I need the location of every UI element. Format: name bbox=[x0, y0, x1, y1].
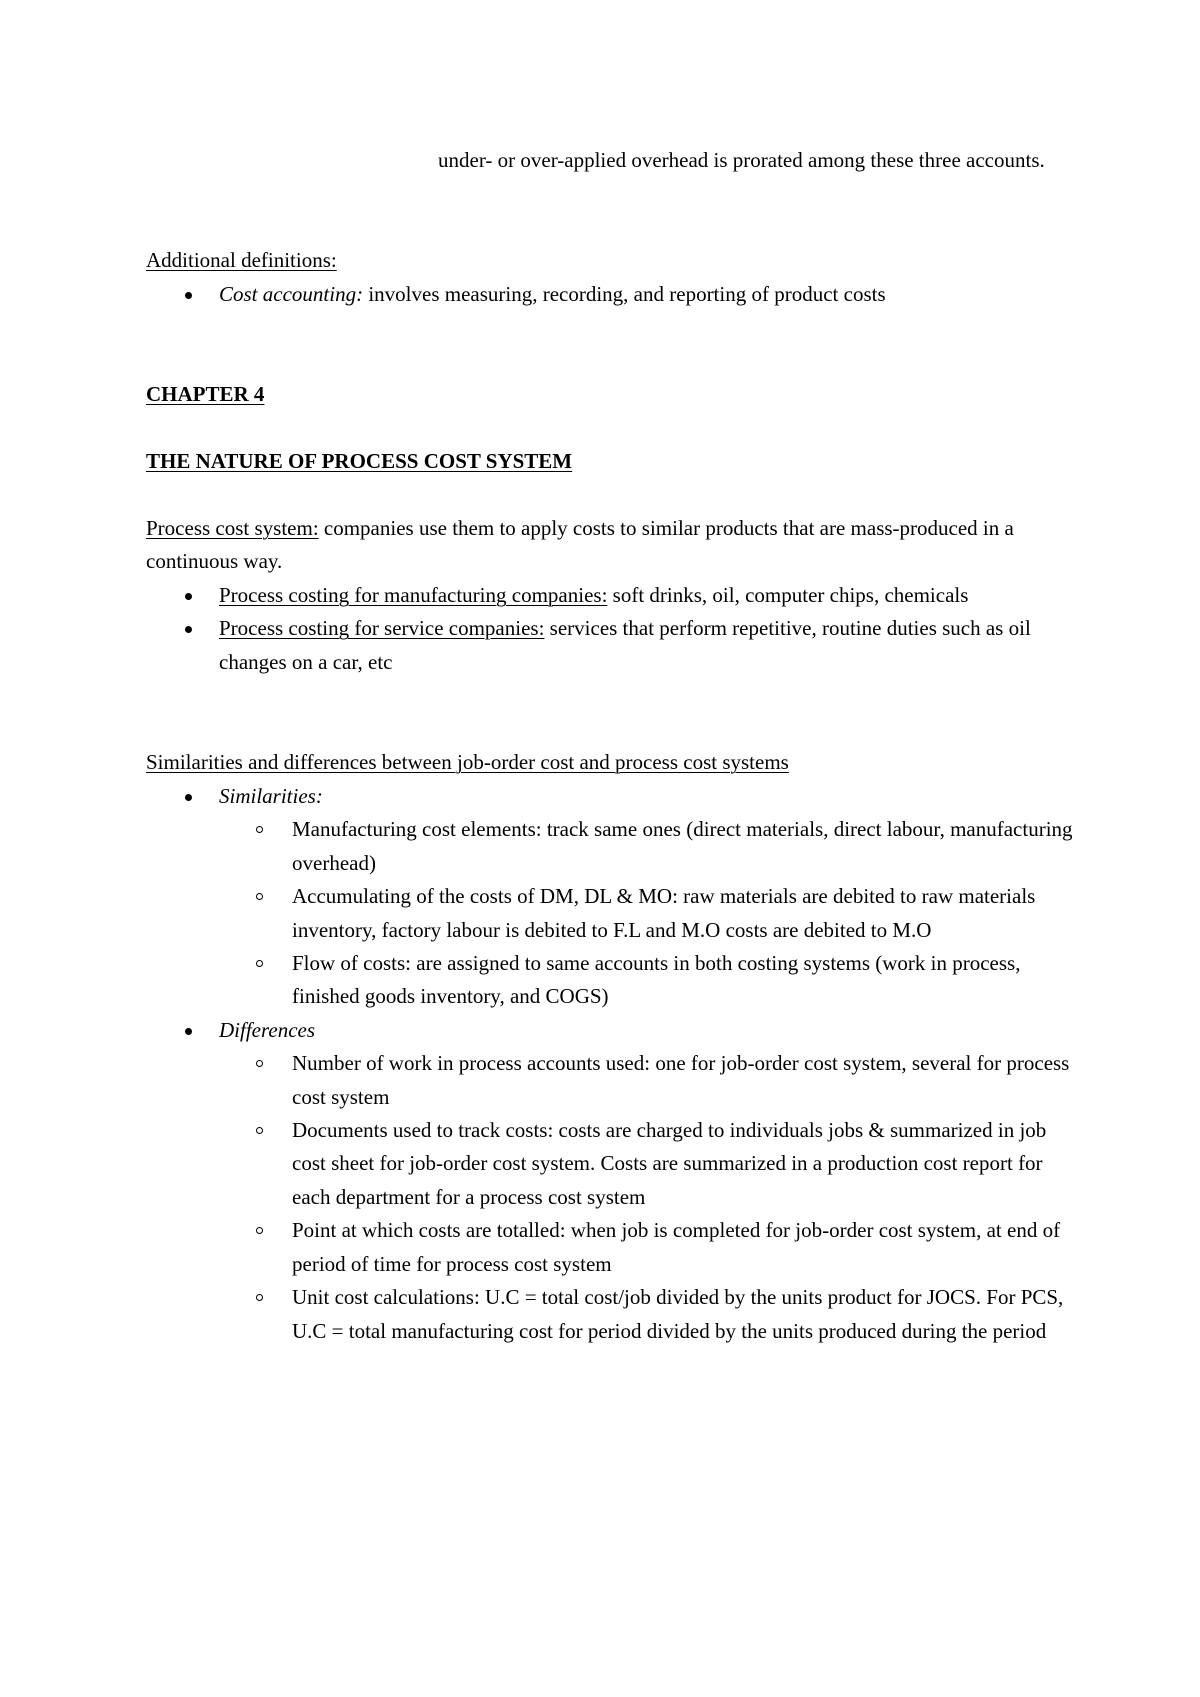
similarities-sublist bbox=[219, 813, 1081, 1013]
item-term: Process costing for service companies: bbox=[219, 616, 545, 641]
similarities-differences-heading: Similarities and differences between job-order cost and process cost systems bbox=[146, 750, 789, 774]
item-term: Process costing for manufacturing companies: bbox=[219, 583, 608, 607]
sublist-item: Documents used to track costs: costs are charged to individuals jobs & summarized in job cost sheet for job-order cost system. Costs are summarized in a production cost report for each department for a process cost system bbox=[219, 1114, 1081, 1214]
process-cost-definition bbox=[146, 512, 1096, 579]
group-label: Differences bbox=[219, 1017, 316, 1042]
definition-text: companies use them to apply costs to similar products that are mass-produced in a continuous way. bbox=[146, 516, 1014, 574]
group-differences bbox=[146, 1014, 1081, 1047]
definition-text: involves measuring, recording, and reporting of product costs bbox=[363, 282, 886, 306]
list-item bbox=[146, 278, 886, 311]
list-item bbox=[146, 612, 1076, 679]
group-label: Similarities: bbox=[219, 784, 323, 808]
sublist-item: Accumulating of the costs of DM, DL & MO: raw materials are debited to raw materials inventory, factory labour is debited to F.L and M.O costs are debited to M.O bbox=[219, 880, 1081, 947]
differences-sublist bbox=[219, 1047, 1081, 1348]
sublist-item: Number of work in process accounts used: one for job-order cost system, several for process cost system bbox=[219, 1047, 1081, 1114]
chapter-heading: CHAPTER 4 bbox=[146, 382, 265, 406]
sublist-item: Point at which costs are totalled: when job is completed for job-order cost system, at end of period of time for process cost system bbox=[219, 1214, 1081, 1281]
section-heading: THE NATURE OF PROCESS COST SYSTEM bbox=[146, 449, 573, 473]
sublist-item: Unit cost calculations: U.C = total cost/job divided by the units product for JOCS. For PCS, U.C = total manufacturing cost for period divided by the units produced during the period bbox=[219, 1281, 1081, 1348]
group-list bbox=[146, 780, 1081, 813]
definition-term: Process cost system: bbox=[146, 516, 319, 540]
additional-definitions-heading: Additional definitions: bbox=[146, 248, 337, 272]
item-text: services that perform repetitive, routine duties such as oil changes on a car, etc bbox=[219, 616, 1031, 674]
continuation-paragraph: under- or over-applied overhead is prorated among these three accounts. bbox=[438, 148, 1045, 172]
group-similarities bbox=[146, 780, 1081, 813]
sublist-item: Flow of costs: are assigned to same accounts in both costing systems (work in process, finished goods inventory, and COGS) bbox=[219, 947, 1081, 1014]
definition-term: Cost accounting: bbox=[219, 282, 364, 306]
group-list bbox=[146, 1014, 1081, 1047]
similarities-differences-list bbox=[146, 780, 1081, 1348]
additional-definitions-list bbox=[146, 278, 886, 311]
list-item bbox=[146, 579, 1076, 612]
process-costing-list bbox=[146, 579, 1076, 679]
sublist-item: Manufacturing cost elements: track same ones (direct materials, direct labour, manufacturing overhead) bbox=[219, 813, 1081, 880]
item-text: soft drinks, oil, computer chips, chemicals bbox=[607, 583, 969, 607]
